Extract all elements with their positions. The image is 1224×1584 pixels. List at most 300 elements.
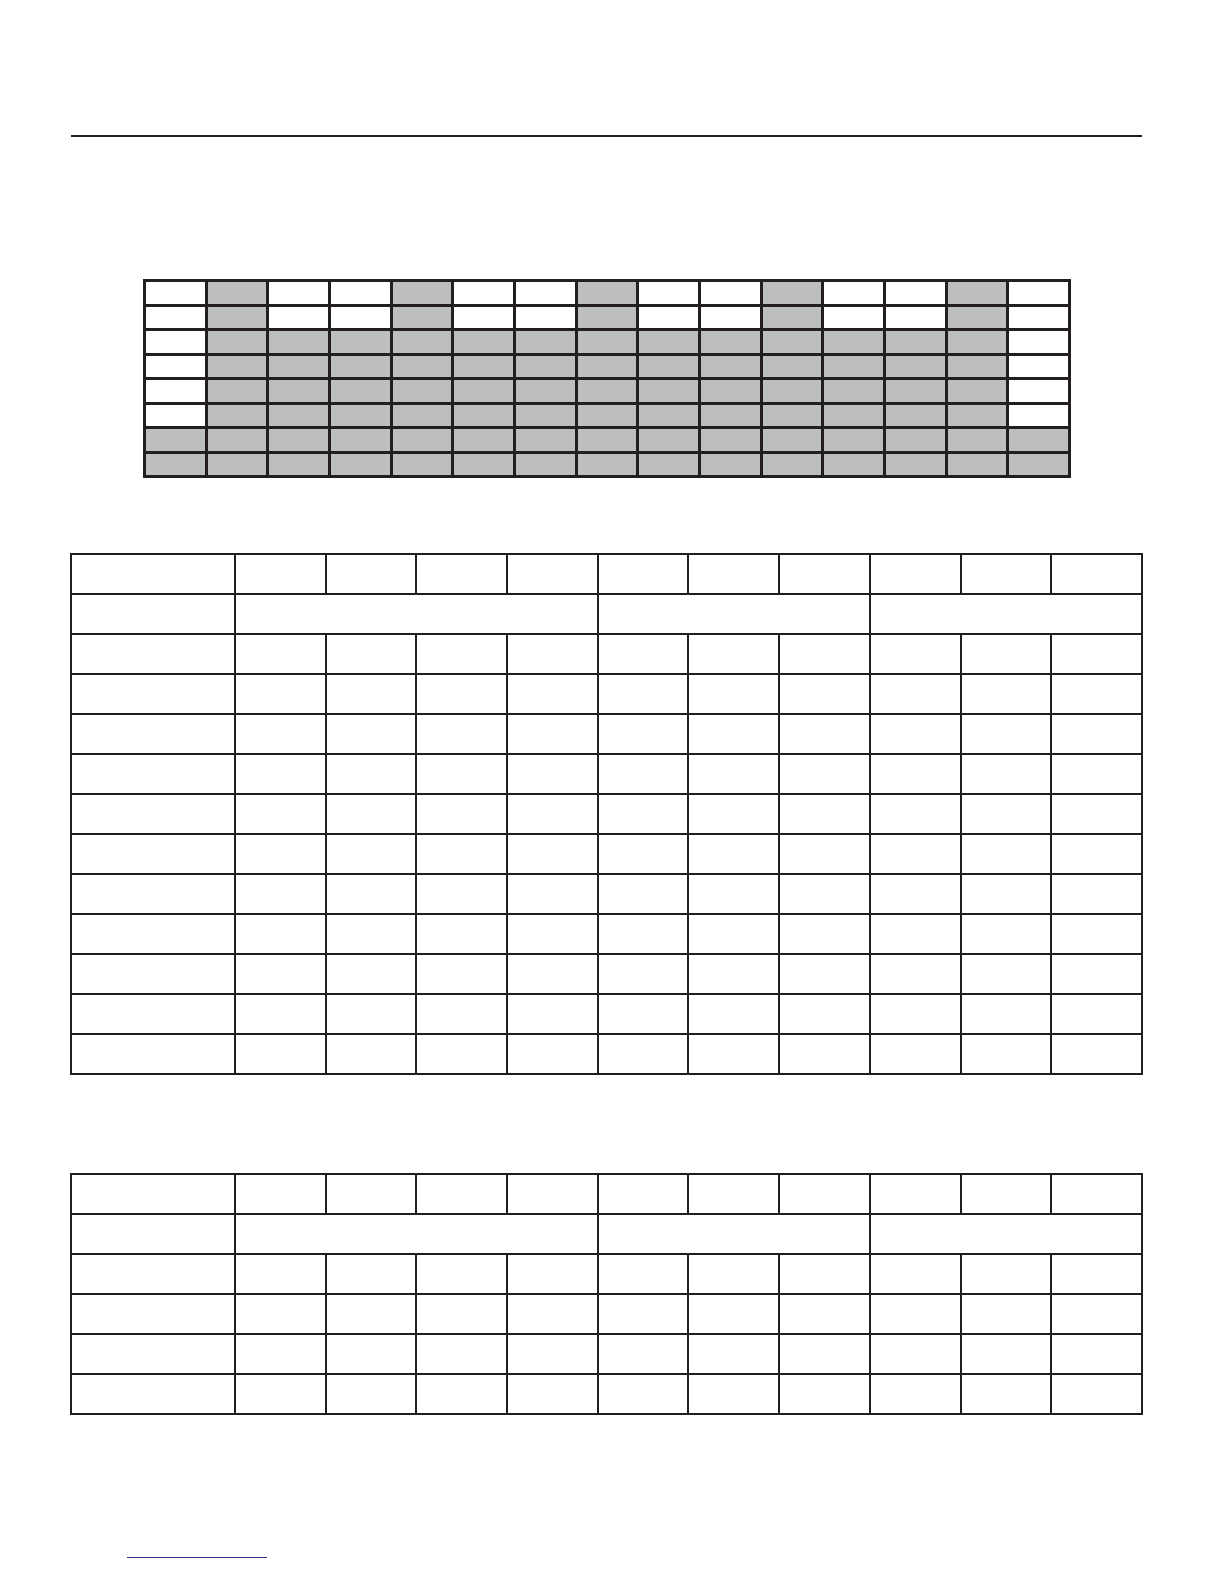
header-cell[interactable]: [235, 554, 326, 594]
entry-cell[interactable]: [326, 634, 417, 674]
table-row: [71, 634, 1142, 674]
entry-cell[interactable]: [688, 1334, 779, 1374]
row-label-cell[interactable]: [71, 994, 235, 1034]
entry-cell[interactable]: [961, 1294, 1052, 1334]
entry-cell[interactable]: [326, 674, 417, 714]
grid-cell: [393, 282, 452, 304]
header-cell[interactable]: [779, 554, 870, 594]
row-label-cell[interactable]: [71, 954, 235, 994]
entry-cell[interactable]: [598, 634, 689, 674]
row-label-cell[interactable]: [71, 914, 235, 954]
entry-cell[interactable]: [779, 674, 870, 714]
entry-cell[interactable]: [961, 1254, 1052, 1294]
entry-cell[interactable]: [1051, 754, 1142, 794]
entry-cell[interactable]: [416, 914, 507, 954]
grid-cell: [1009, 331, 1068, 353]
entry-cell[interactable]: [1051, 874, 1142, 914]
entry-cell[interactable]: [779, 1334, 870, 1374]
entry-cell[interactable]: [598, 1294, 689, 1334]
entry-cell[interactable]: [416, 1294, 507, 1334]
row-label-cell[interactable]: [71, 1034, 235, 1074]
entry-cell[interactable]: [688, 634, 779, 674]
entry-cell[interactable]: [779, 914, 870, 954]
entry-cell[interactable]: [870, 714, 961, 754]
grid-cell: [516, 331, 575, 353]
group-cell[interactable]: [598, 1214, 870, 1254]
entry-cell[interactable]: [688, 874, 779, 914]
header-cell[interactable]: [961, 1174, 1052, 1214]
entry-cell[interactable]: [598, 914, 689, 954]
grid-cell: [763, 405, 822, 427]
header-cell[interactable]: [870, 554, 961, 594]
entry-cell[interactable]: [507, 834, 598, 874]
grid-cell: [146, 356, 205, 378]
header-cell[interactable]: [779, 1174, 870, 1214]
entry-cell[interactable]: [598, 794, 689, 834]
entry-cell[interactable]: [235, 834, 326, 874]
entry-cell[interactable]: [1051, 834, 1142, 874]
entry-cell[interactable]: [326, 994, 417, 1034]
entry-cell[interactable]: [507, 914, 598, 954]
grid-cell: [886, 331, 945, 353]
grid-cell: [269, 429, 328, 451]
grid-cell: [701, 307, 760, 329]
row-label-cell[interactable]: [71, 1374, 235, 1414]
entry-cell[interactable]: [416, 874, 507, 914]
row-label-cell[interactable]: [71, 554, 235, 594]
entry-cell[interactable]: [507, 674, 598, 714]
entry-cell[interactable]: [1051, 794, 1142, 834]
table-row: [71, 714, 1142, 754]
entry-cell[interactable]: [507, 1334, 598, 1374]
grid-cell: [824, 331, 883, 353]
entry-cell[interactable]: [779, 954, 870, 994]
grid-cell: [639, 282, 698, 304]
grid-cell: [701, 282, 760, 304]
entry-cell[interactable]: [870, 1034, 961, 1074]
grid-cell: [886, 356, 945, 378]
entry-cell[interactable]: [507, 754, 598, 794]
entry-cell[interactable]: [326, 714, 417, 754]
entry-cell[interactable]: [598, 1034, 689, 1074]
entry-cell[interactable]: [598, 714, 689, 754]
grid-cell: [1009, 429, 1068, 451]
entry-cell[interactable]: [416, 794, 507, 834]
entry-cell[interactable]: [961, 794, 1052, 834]
entry-cell[interactable]: [961, 994, 1052, 1034]
entry-cell[interactable]: [235, 874, 326, 914]
grid-cell: [886, 380, 945, 402]
entry-cell[interactable]: [961, 954, 1052, 994]
entry-cell[interactable]: [598, 954, 689, 994]
grid-cell: [208, 282, 267, 304]
entry-cell[interactable]: [961, 674, 1052, 714]
row-label-cell[interactable]: [71, 1294, 235, 1334]
entry-cell[interactable]: [870, 914, 961, 954]
entry-cell[interactable]: [1051, 1034, 1142, 1074]
header-cell[interactable]: [416, 554, 507, 594]
grid-cell: [886, 454, 945, 476]
grid-cell: [948, 429, 1007, 451]
table-row: [71, 674, 1142, 714]
grid-cell: [824, 356, 883, 378]
entry-cell[interactable]: [598, 674, 689, 714]
row-label-cell[interactable]: [71, 634, 235, 674]
entry-cell[interactable]: [1051, 1254, 1142, 1294]
grid-cell: [208, 405, 267, 427]
entry-cell[interactable]: [507, 994, 598, 1034]
grid-cell: [269, 331, 328, 353]
grid-cell: [1009, 282, 1068, 304]
entry-cell[interactable]: [779, 834, 870, 874]
header-cell[interactable]: [326, 554, 417, 594]
header-cell[interactable]: [688, 554, 779, 594]
entry-cell[interactable]: [326, 1294, 417, 1334]
entry-cell[interactable]: [779, 1374, 870, 1414]
row-label-cell[interactable]: [71, 794, 235, 834]
entry-cell[interactable]: [870, 1254, 961, 1294]
grid-cell: [948, 380, 1007, 402]
grid-cell: [146, 282, 205, 304]
entry-cell[interactable]: [416, 954, 507, 994]
table-row: [71, 1294, 1142, 1334]
grid-cell: [824, 454, 883, 476]
grid-cell: [269, 380, 328, 402]
entry-cell[interactable]: [235, 954, 326, 994]
grid-cell: [454, 282, 513, 304]
entry-cell[interactable]: [507, 714, 598, 754]
header-cell[interactable]: [326, 1174, 417, 1214]
entry-cell[interactable]: [870, 874, 961, 914]
grid-cell: [269, 307, 328, 329]
grid-cell: [701, 405, 760, 427]
entry-cell[interactable]: [1051, 634, 1142, 674]
grid-cell: [824, 282, 883, 304]
entry-cell[interactable]: [688, 1034, 779, 1074]
grid-cell: [1009, 405, 1068, 427]
grid-cell: [701, 454, 760, 476]
grid-cell: [393, 405, 452, 427]
footer-link-underline: [127, 1557, 267, 1558]
entry-cell[interactable]: [598, 754, 689, 794]
grid-cell: [701, 356, 760, 378]
entry-cell[interactable]: [326, 1334, 417, 1374]
grid-cell: [886, 405, 945, 427]
grid-cell: [516, 356, 575, 378]
entry-cell[interactable]: [870, 994, 961, 1034]
entry-cell[interactable]: [1051, 1334, 1142, 1374]
header-cell[interactable]: [598, 554, 689, 594]
row-label-cell[interactable]: [71, 714, 235, 754]
entry-cell[interactable]: [235, 714, 326, 754]
grid-cell: [639, 405, 698, 427]
grid-cell: [454, 454, 513, 476]
entry-cell[interactable]: [507, 954, 598, 994]
grid-cell: [701, 380, 760, 402]
group-cell[interactable]: [598, 594, 870, 634]
entry-cell[interactable]: [688, 794, 779, 834]
header-cell[interactable]: [235, 1174, 326, 1214]
table-row: [71, 954, 1142, 994]
entry-cell[interactable]: [870, 754, 961, 794]
entry-cell[interactable]: [416, 634, 507, 674]
row-label-cell[interactable]: [71, 834, 235, 874]
grid-cell: [1009, 307, 1068, 329]
entry-cell[interactable]: [598, 1334, 689, 1374]
entry-cell[interactable]: [688, 754, 779, 794]
grid-cell: [146, 331, 205, 353]
group-cell[interactable]: [235, 1214, 598, 1254]
entry-cell[interactable]: [961, 634, 1052, 674]
grid-cell: [763, 429, 822, 451]
entry-cell[interactable]: [416, 674, 507, 714]
grid-cell: [639, 356, 698, 378]
grid-cell: [208, 307, 267, 329]
grid-cell: [948, 454, 1007, 476]
entry-cell[interactable]: [688, 1254, 779, 1294]
grid-cell: [1009, 356, 1068, 378]
grid-cell: [393, 331, 452, 353]
grid-cell: [393, 356, 452, 378]
entry-cell[interactable]: [688, 1294, 779, 1334]
row-label-cell[interactable]: [71, 1334, 235, 1374]
entry-cell[interactable]: [326, 874, 417, 914]
group-cell[interactable]: [235, 594, 598, 634]
entry-cell[interactable]: [598, 874, 689, 914]
grid-cell: [578, 356, 637, 378]
entry-cell[interactable]: [688, 674, 779, 714]
group-row: [71, 594, 1142, 634]
row-label-cell[interactable]: [71, 1214, 235, 1254]
entry-cell[interactable]: [326, 834, 417, 874]
header-cell[interactable]: [1051, 1174, 1142, 1214]
entry-cell[interactable]: [779, 1034, 870, 1074]
entry-cell[interactable]: [1051, 1294, 1142, 1334]
grid-cell: [516, 380, 575, 402]
grid-cell: [146, 380, 205, 402]
entry-cell[interactable]: [326, 914, 417, 954]
entry-cell[interactable]: [235, 1254, 326, 1294]
grid-cell: [516, 282, 575, 304]
entry-cell[interactable]: [507, 634, 598, 674]
grid-cell: [454, 356, 513, 378]
grid-cell: [331, 307, 390, 329]
data-table-b: [70, 1173, 1143, 1415]
entry-cell[interactable]: [235, 1294, 326, 1334]
entry-cell[interactable]: [779, 634, 870, 674]
grid-cell: [269, 356, 328, 378]
entry-cell[interactable]: [235, 994, 326, 1034]
entry-cell[interactable]: [416, 754, 507, 794]
entry-cell[interactable]: [688, 1374, 779, 1414]
grid-cell: [763, 380, 822, 402]
entry-cell[interactable]: [598, 1374, 689, 1414]
grid-cell: [639, 380, 698, 402]
grid-cell: [208, 429, 267, 451]
entry-cell[interactable]: [416, 1334, 507, 1374]
entry-cell[interactable]: [326, 794, 417, 834]
table-row: [71, 1034, 1142, 1074]
entry-cell[interactable]: [961, 914, 1052, 954]
entry-cell[interactable]: [688, 914, 779, 954]
entry-cell[interactable]: [326, 1254, 417, 1294]
group-cell[interactable]: [870, 1214, 1142, 1254]
group-cell[interactable]: [870, 594, 1142, 634]
grid-cell: [454, 307, 513, 329]
header-cell[interactable]: [598, 1174, 689, 1214]
entry-cell[interactable]: [1051, 1374, 1142, 1414]
header-cell[interactable]: [961, 554, 1052, 594]
grid-cell: [516, 307, 575, 329]
entry-cell[interactable]: [235, 914, 326, 954]
entry-cell[interactable]: [326, 1034, 417, 1074]
grid-cell: [269, 405, 328, 427]
row-label-cell[interactable]: [71, 1254, 235, 1294]
grid-cell: [763, 282, 822, 304]
entry-cell[interactable]: [688, 834, 779, 874]
header-row: [71, 554, 1142, 594]
header-row: [71, 1174, 1142, 1214]
entry-cell[interactable]: [961, 714, 1052, 754]
grid-cell: [331, 429, 390, 451]
entry-cell[interactable]: [416, 994, 507, 1034]
grid-cell: [824, 380, 883, 402]
grid-cell: [948, 356, 1007, 378]
entry-cell[interactable]: [326, 754, 417, 794]
entry-cell[interactable]: [870, 954, 961, 994]
header-cell[interactable]: [507, 554, 598, 594]
grid-cell: [763, 307, 822, 329]
data-table-a: [70, 553, 1143, 1075]
row-label-cell[interactable]: [71, 674, 235, 714]
header-cell[interactable]: [870, 1174, 961, 1214]
grid-cell: [393, 429, 452, 451]
entry-cell[interactable]: [870, 1334, 961, 1374]
entry-cell[interactable]: [507, 1374, 598, 1414]
entry-cell[interactable]: [1051, 954, 1142, 994]
entry-cell[interactable]: [507, 1254, 598, 1294]
entry-cell[interactable]: [961, 874, 1052, 914]
grid-cell: [578, 405, 637, 427]
entry-cell[interactable]: [1051, 674, 1142, 714]
table-row: [71, 874, 1142, 914]
entry-cell[interactable]: [688, 714, 779, 754]
entry-cell[interactable]: [688, 954, 779, 994]
grid-cell: [146, 454, 205, 476]
entry-cell[interactable]: [507, 1294, 598, 1334]
entry-cell[interactable]: [416, 834, 507, 874]
grid-cell: [824, 307, 883, 329]
entry-cell[interactable]: [416, 1034, 507, 1074]
entry-cell[interactable]: [1051, 994, 1142, 1034]
entry-cell[interactable]: [416, 1254, 507, 1294]
grid-cell: [948, 331, 1007, 353]
grid-cell: [331, 331, 390, 353]
grid-cell: [578, 331, 637, 353]
entry-cell[interactable]: [961, 754, 1052, 794]
entry-cell[interactable]: [235, 634, 326, 674]
entry-cell[interactable]: [598, 994, 689, 1034]
entry-cell[interactable]: [961, 1334, 1052, 1374]
grid-cell: [331, 282, 390, 304]
grid-cell: [948, 405, 1007, 427]
table-row: [71, 1254, 1142, 1294]
entry-cell[interactable]: [870, 834, 961, 874]
entry-cell[interactable]: [1051, 914, 1142, 954]
entry-cell[interactable]: [235, 1034, 326, 1074]
grid-cell: [208, 380, 267, 402]
grid-cell: [393, 307, 452, 329]
entry-cell[interactable]: [235, 1374, 326, 1414]
entry-cell[interactable]: [779, 874, 870, 914]
grid-cell: [639, 429, 698, 451]
row-label-cell[interactable]: [71, 754, 235, 794]
entry-cell[interactable]: [598, 1254, 689, 1294]
entry-cell[interactable]: [235, 1334, 326, 1374]
header-cell[interactable]: [1051, 554, 1142, 594]
entry-cell[interactable]: [507, 1034, 598, 1074]
entry-cell[interactable]: [779, 1254, 870, 1294]
entry-cell[interactable]: [779, 794, 870, 834]
grid-cell: [763, 331, 822, 353]
entry-cell[interactable]: [870, 794, 961, 834]
row-label-cell[interactable]: [71, 594, 235, 634]
grid-cell: [578, 454, 637, 476]
entry-cell[interactable]: [507, 794, 598, 834]
entry-cell[interactable]: [779, 994, 870, 1034]
entry-cell[interactable]: [688, 994, 779, 1034]
entry-cell[interactable]: [1051, 714, 1142, 754]
grid-cell: [208, 331, 267, 353]
entry-cell[interactable]: [961, 834, 1052, 874]
row-label-cell[interactable]: [71, 1174, 235, 1214]
entry-cell[interactable]: [870, 674, 961, 714]
entry-cell[interactable]: [326, 954, 417, 994]
entry-cell[interactable]: [961, 1374, 1052, 1414]
entry-cell[interactable]: [235, 674, 326, 714]
entry-cell[interactable]: [779, 754, 870, 794]
entry-cell[interactable]: [507, 874, 598, 914]
grid-cell: [824, 405, 883, 427]
entry-cell[interactable]: [779, 1294, 870, 1334]
grid-cell: [331, 405, 390, 427]
table-row: [71, 914, 1142, 954]
grid-cell: [269, 282, 328, 304]
entry-cell[interactable]: [779, 714, 870, 754]
entry-cell[interactable]: [598, 834, 689, 874]
entry-cell[interactable]: [870, 1294, 961, 1334]
row-label-cell[interactable]: [71, 874, 235, 914]
entry-cell[interactable]: [235, 754, 326, 794]
entry-cell[interactable]: [416, 1374, 507, 1414]
shading-grid: [143, 279, 1071, 478]
entry-cell[interactable]: [326, 1374, 417, 1414]
entry-cell[interactable]: [870, 634, 961, 674]
header-cell[interactable]: [688, 1174, 779, 1214]
grid-cell: [763, 454, 822, 476]
entry-cell[interactable]: [235, 794, 326, 834]
header-cell[interactable]: [507, 1174, 598, 1214]
table-row: [71, 994, 1142, 1034]
entry-cell[interactable]: [416, 714, 507, 754]
group-row: [71, 1214, 1142, 1254]
table-row: [71, 1374, 1142, 1414]
entry-cell[interactable]: [870, 1374, 961, 1414]
header-rule: [71, 135, 1142, 137]
grid-cell: [516, 405, 575, 427]
entry-cell[interactable]: [961, 1034, 1052, 1074]
header-cell[interactable]: [416, 1174, 507, 1214]
